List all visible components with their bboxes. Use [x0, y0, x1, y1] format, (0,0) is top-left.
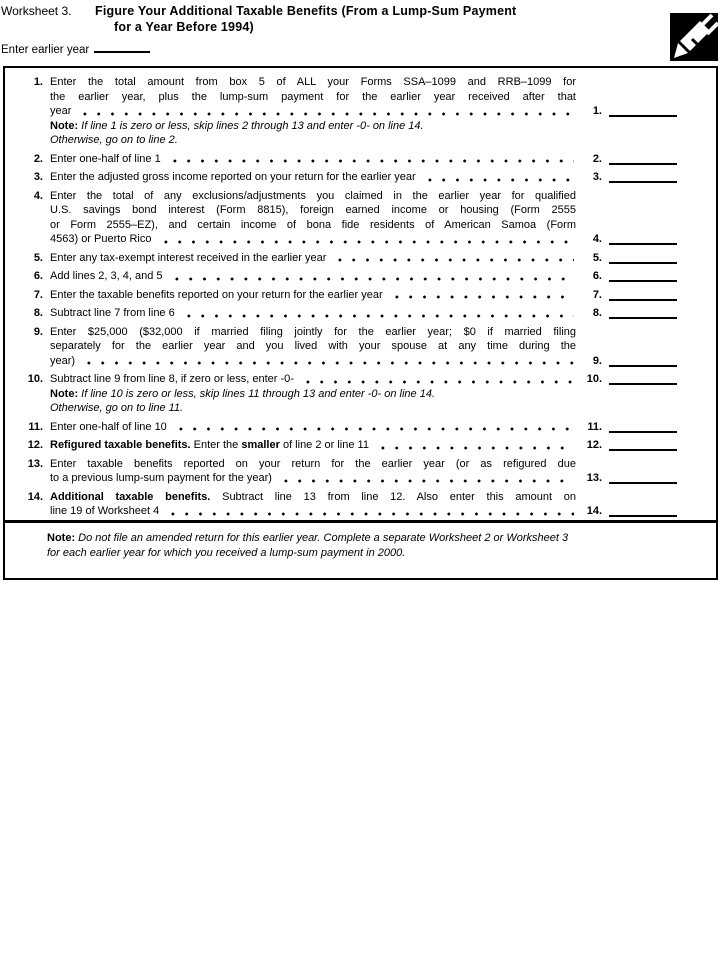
answer-blank[interactable]	[609, 243, 677, 245]
description-last-line	[50, 306, 576, 321]
dot-leader	[168, 152, 574, 167]
answer-line-number: 8.	[592, 307, 602, 319]
line-description	[50, 438, 576, 453]
text-segment: Enter the total of any exclusions/adjustments you claimed in the earlier year for qualified	[50, 189, 576, 202]
pencil-icon	[670, 13, 718, 61]
answer-cell	[576, 504, 716, 519]
answer-line-number: 3.	[592, 171, 602, 183]
answer-line-number: 4.	[592, 233, 602, 245]
worksheet-header	[1, 3, 516, 35]
worksheet-row	[5, 325, 716, 369]
line-number: 13.	[27, 457, 43, 470]
description-text	[50, 420, 167, 435]
description-text	[50, 232, 152, 247]
worksheet-label: Worksheet 3.	[1, 4, 72, 18]
text-segment: year	[50, 105, 72, 117]
text-segment: for each earlier year for which you received a lump-sum payment in 2000.	[47, 546, 406, 559]
dot-leader	[170, 269, 574, 284]
line-description	[50, 288, 576, 303]
worksheet-row	[5, 457, 716, 486]
description-last-line	[50, 251, 576, 266]
description-last-line	[50, 471, 576, 486]
answer-line-number: 2.	[592, 152, 602, 165]
worksheet-title	[95, 3, 516, 35]
line-number: 6.	[33, 270, 43, 282]
description-line	[50, 90, 576, 105]
answer-blank[interactable]	[609, 163, 677, 165]
text-segment: If line 1 is zero or less, skip lines 2 through 13 and enter -0- on line 14.	[78, 119, 424, 132]
note-line	[50, 119, 576, 134]
worksheet-row	[5, 75, 716, 119]
note-row	[5, 387, 716, 416]
dot-leader	[182, 306, 574, 321]
description-line	[50, 490, 576, 505]
answer-cell	[576, 420, 716, 435]
earlier-year-label: Enter earlier year	[1, 44, 90, 56]
line-number: 12.	[27, 439, 43, 451]
line-description	[50, 325, 576, 369]
footer-note-box	[3, 520, 718, 580]
footer-note-line	[47, 531, 688, 546]
description-line	[50, 457, 576, 472]
dot-leader	[174, 420, 574, 435]
text-segment: Subtract line 7 from line 6	[50, 307, 175, 319]
worksheet-row	[5, 251, 716, 266]
text-segment: If line 10 is zero or less, skip lines 11 through 13 and enter -0- on line 14.	[78, 387, 435, 400]
line-description	[50, 269, 576, 284]
line-description	[50, 189, 576, 247]
text-segment: Do not file an amended return for this earlier year. Complete a separate Worksheet 2 or Worksheet 3	[75, 532, 569, 544]
text-segment: Note:	[50, 119, 79, 132]
answer-blank[interactable]	[609, 262, 677, 264]
line-number: 3.	[33, 171, 43, 183]
line-description	[50, 75, 576, 119]
answer-line-number: 13.	[586, 472, 602, 484]
description-text	[50, 152, 161, 167]
text-segment: Note:	[47, 532, 76, 544]
text-segment: Enter the	[190, 439, 242, 451]
description-text	[50, 251, 326, 266]
worksheet-table	[3, 66, 718, 523]
text-segment: Additional taxable benefits.	[50, 490, 211, 503]
line-description	[50, 490, 576, 519]
dot-leader	[279, 471, 574, 486]
text-segment: Subtract line 13 from line 12. Also enter this amount on	[210, 490, 577, 503]
dot-leader	[159, 232, 575, 247]
description-line	[50, 189, 576, 204]
line-number: 11.	[28, 420, 43, 433]
answer-blank[interactable]	[609, 383, 677, 385]
description-last-line	[50, 104, 576, 119]
worksheet-row	[5, 170, 716, 185]
line-number: 5.	[33, 251, 43, 264]
note-indent-spacer	[5, 119, 43, 148]
answer-line-number: 7.	[592, 288, 602, 301]
dot-leader	[423, 170, 574, 185]
answer-cell	[576, 306, 716, 321]
line-description	[50, 251, 576, 266]
earlier-year-row	[1, 40, 150, 56]
answer-cell	[576, 152, 716, 167]
answer-blank[interactable]	[609, 515, 677, 517]
answer-cell	[576, 104, 716, 119]
description-line	[50, 203, 576, 218]
text-segment: line 19 of Worksheet 4	[50, 505, 160, 517]
answer-line-number: 12.	[586, 439, 602, 451]
answer-blank[interactable]	[609, 431, 677, 433]
text-segment: Enter one-half of line 1	[50, 152, 161, 165]
worksheet-row	[5, 189, 716, 247]
text-segment: of line 2 or line 11	[279, 439, 369, 451]
footer-note-line	[47, 546, 688, 561]
line-number: 4.	[33, 189, 43, 202]
text-segment: Enter any tax-exempt interest received in the earlier year	[50, 251, 327, 264]
answer-blank[interactable]	[609, 299, 677, 301]
description-text	[50, 471, 272, 486]
text-segment: Enter one-half of line 10	[50, 420, 167, 433]
text-segment: Otherwise, go on to line 11.	[50, 402, 184, 414]
line-note	[50, 119, 576, 148]
worksheet-title-line1: Figure Your Additional Taxable Benefits (From a Lump-Sum Payment	[95, 4, 517, 18]
answer-line-number: 11.	[587, 420, 602, 433]
answer-cell	[576, 438, 716, 453]
footer-note	[47, 531, 688, 560]
note-line	[50, 133, 576, 148]
text-segment: Enter taxable benefits reported on your return for the earlier year (or as refigured due	[50, 457, 576, 470]
description-last-line	[50, 170, 576, 185]
answer-cell	[576, 288, 716, 303]
answer-cell	[576, 251, 716, 266]
answer-blank[interactable]	[609, 280, 677, 282]
text-segment: Subtract line 9 from line 8, if zero or less, enter -0-	[50, 373, 294, 385]
line-description	[50, 152, 576, 167]
text-segment: Enter the adjusted gross income reported on your return for the earlier year	[50, 171, 416, 183]
description-last-line	[50, 152, 576, 167]
line-number: 2.	[33, 152, 43, 165]
answer-line-number: 6.	[592, 270, 602, 282]
description-text	[50, 438, 369, 453]
answer-cell	[576, 170, 716, 185]
line-number: 1.	[33, 76, 43, 88]
description-last-line	[50, 269, 576, 284]
dot-leader	[78, 104, 574, 119]
description-line	[50, 75, 576, 90]
answer-line-number: 14.	[586, 505, 602, 517]
description-text	[50, 269, 163, 284]
answer-blank[interactable]	[609, 449, 677, 451]
answer-line-number: 10.	[586, 373, 602, 385]
text-segment: Refigured taxable benefits.	[50, 439, 191, 451]
dot-leader	[82, 354, 574, 369]
dot-leader	[166, 504, 574, 519]
description-last-line	[50, 232, 576, 247]
text-segment: Add lines 2, 3, 4, and 5	[50, 270, 163, 282]
text-segment: or Form 2555–EZ), and certain income of bona fide residents of American Samoa (Form	[50, 218, 576, 231]
note-row	[5, 119, 716, 148]
answer-cell	[576, 269, 716, 284]
description-last-line	[50, 372, 576, 387]
description-last-line	[50, 438, 576, 453]
answer-blank[interactable]	[609, 181, 677, 183]
text-segment: U.S. savings bond interest (Form 8815), foreign earned income or housing (Form 2555	[50, 204, 576, 216]
line-description	[50, 306, 576, 321]
worksheet-row	[5, 438, 716, 453]
description-line	[50, 339, 576, 354]
description-last-line	[50, 354, 576, 369]
description-text	[50, 170, 416, 185]
line-description	[50, 457, 576, 486]
description-text	[50, 104, 71, 119]
text-segment: Otherwise, go on to line 2.	[50, 134, 178, 146]
description-text	[50, 372, 294, 387]
answer-cell	[576, 354, 716, 369]
description-text	[50, 504, 159, 519]
text-segment: 4563) or Puerto Rico	[50, 233, 152, 245]
note-line	[50, 387, 576, 402]
description-last-line	[50, 288, 576, 303]
text-segment: Note:	[50, 387, 79, 400]
worksheet-row	[5, 372, 716, 387]
dot-leader	[301, 372, 574, 387]
answer-cell	[576, 471, 716, 486]
worksheet-row	[5, 152, 716, 167]
description-line	[50, 218, 576, 233]
description-text	[50, 288, 383, 303]
text-segment: separately for the earlier year and you lived with your spouse at any time during the	[50, 340, 576, 352]
line-number: 14.	[27, 490, 43, 503]
line-number: 9.	[33, 325, 43, 338]
answer-cell	[576, 372, 716, 387]
note-indent-spacer	[5, 387, 43, 416]
answer-blank[interactable]	[609, 482, 677, 484]
earlier-year-blank[interactable]	[94, 40, 150, 53]
note-line	[50, 401, 576, 416]
text-segment: smaller	[241, 439, 280, 451]
worksheet-rows	[5, 75, 716, 519]
text-segment: to a previous lump-sum payment for the year)	[50, 472, 272, 484]
answer-cell	[576, 232, 716, 247]
dot-leader	[390, 288, 574, 303]
answer-line-number: 9.	[592, 354, 602, 367]
worksheet-row	[5, 420, 716, 435]
description-last-line	[50, 420, 576, 435]
answer-blank[interactable]	[609, 115, 677, 117]
description-line	[50, 325, 576, 340]
line-number: 10.	[27, 373, 43, 385]
answer-blank[interactable]	[609, 317, 677, 319]
line-description	[50, 372, 576, 387]
description-text	[50, 306, 175, 321]
dot-leader	[376, 438, 574, 453]
answer-line-number: 5.	[592, 251, 602, 264]
worksheet-row	[5, 269, 716, 284]
worksheet-row	[5, 490, 716, 519]
description-last-line	[50, 504, 576, 519]
worksheet-title-line2: for a Year Before 1994)	[114, 20, 254, 34]
description-text	[50, 354, 75, 369]
worksheet-row	[5, 288, 716, 303]
line-description	[50, 420, 576, 435]
worksheet-row	[5, 306, 716, 321]
dot-leader	[333, 251, 574, 266]
text-segment: Enter the taxable benefits reported on your return for the earlier year	[50, 288, 383, 301]
answer-line-number: 1.	[592, 105, 602, 117]
line-number: 8.	[33, 307, 43, 319]
line-number: 7.	[33, 288, 43, 301]
text-segment: Enter the total amount from box 5 of ALL your Forms SSA–1099 and RRB–1099 for	[50, 76, 576, 88]
answer-blank[interactable]	[609, 365, 677, 367]
line-note	[50, 387, 576, 416]
text-segment: the earlier year, plus the lump-sum payment for the earlier year received after that	[50, 90, 576, 103]
text-segment: Enter $25,000 ($32,000 if married filing jointly for the earlier year; $0 if married filing	[50, 325, 576, 338]
text-segment: year)	[50, 354, 76, 367]
line-description	[50, 170, 576, 185]
